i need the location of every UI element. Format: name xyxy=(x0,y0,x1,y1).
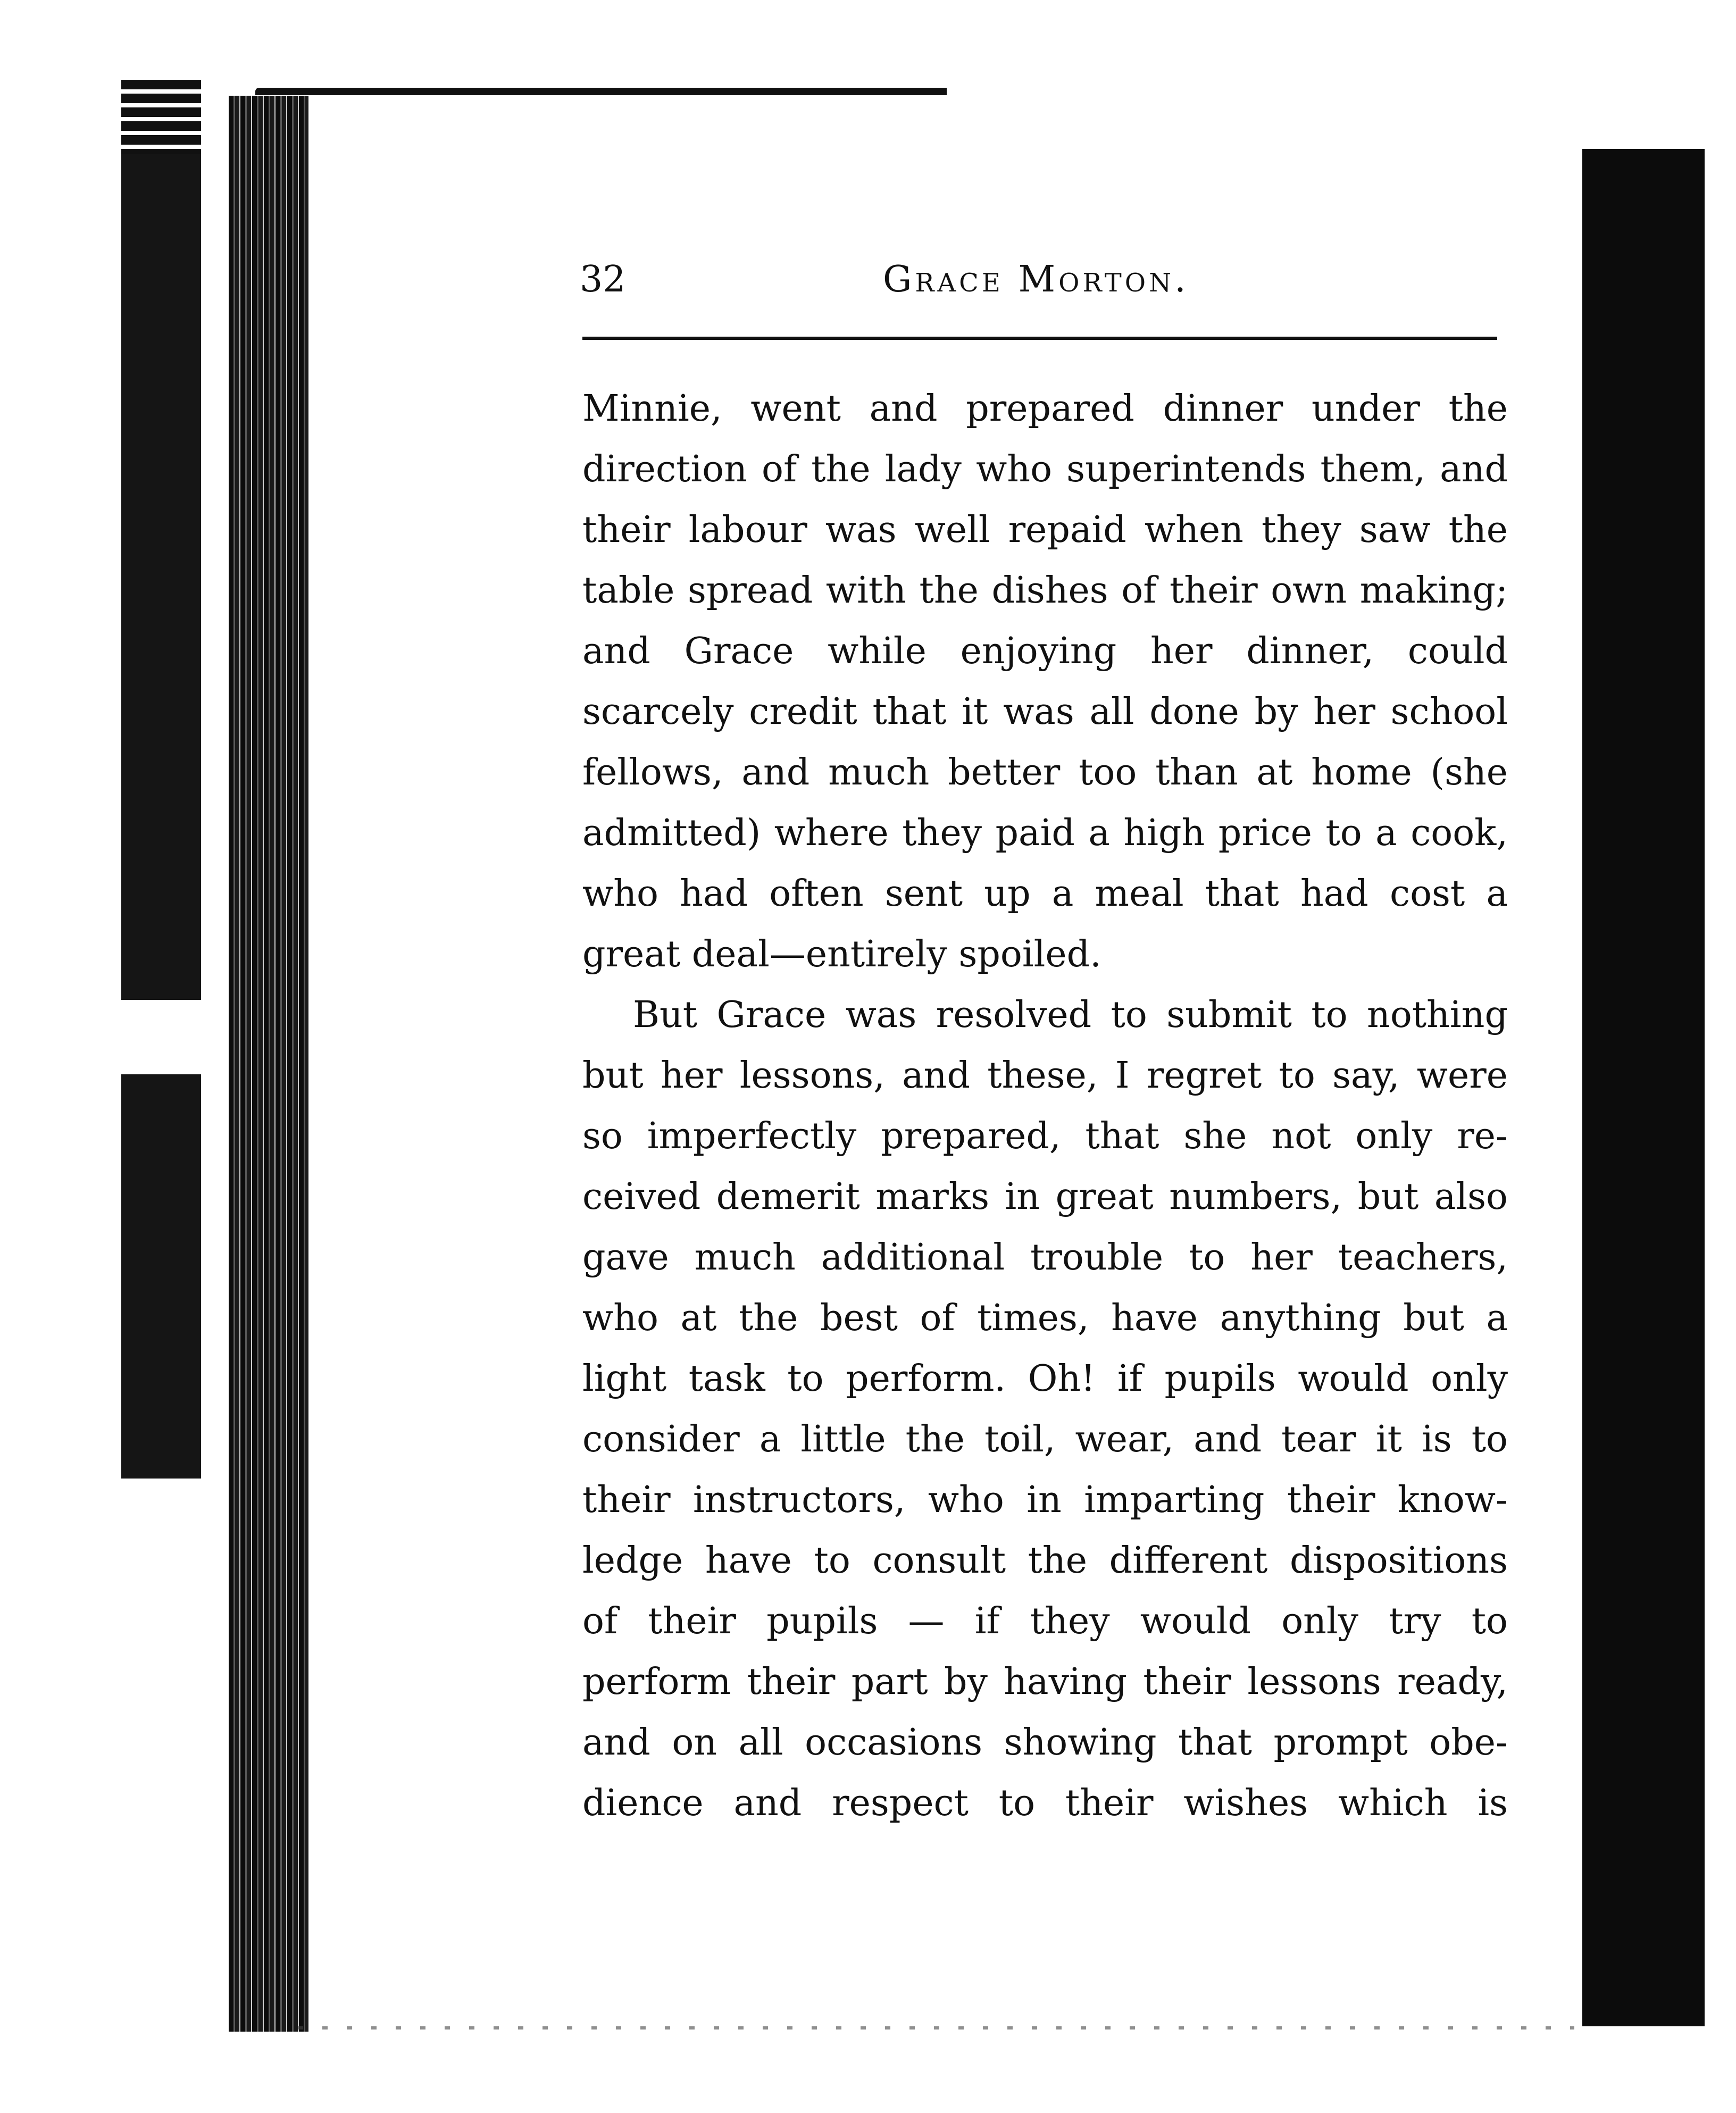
text-line: admitted) where they paid a high price to a cook, xyxy=(582,812,1508,854)
text-line: dience and respect to their wishes which is xyxy=(582,1782,1508,1824)
text-line: their labour was well repaid when they saw the xyxy=(582,509,1508,551)
text-line: of their pupils — if they would only try to xyxy=(582,1600,1508,1642)
text-line: consider a little the toil, wear, and tear it is to xyxy=(582,1418,1508,1460)
book-spine xyxy=(229,96,308,2032)
text-line: who had often sent up a meal that had cost a xyxy=(582,873,1508,915)
running-title: Grace Morton. xyxy=(883,258,1189,300)
left-book-edge xyxy=(121,80,201,1479)
text-line: so imperfectly prepared, that she not only re- xyxy=(582,1115,1508,1157)
text-line: and on all occasions showing that prompt obe- xyxy=(582,1722,1508,1764)
text-line: gave much additional trouble to her teachers, xyxy=(582,1237,1508,1279)
page-header xyxy=(580,250,1505,314)
right-book-edge xyxy=(1582,149,1705,2026)
left-edge-gap xyxy=(121,1000,201,1074)
text-line: but her lessons, and these, I regret to say, were xyxy=(582,1055,1508,1097)
text-line: Minnie, went and prepared dinner under the xyxy=(582,388,1508,430)
left-edge-top-bands xyxy=(121,80,201,154)
bottom-scan-noise xyxy=(298,2026,1574,2030)
text-line: their instructors, who in imparting their know- xyxy=(582,1479,1508,1521)
text-line: and Grace while enjoying her dinner, could xyxy=(582,630,1508,672)
text-line: perform their part by having their lessons ready, xyxy=(582,1661,1508,1703)
text-line: who at the best of times, have anything but a xyxy=(582,1297,1508,1339)
text-line: fellows, and much better too than at home (she xyxy=(582,751,1508,794)
page-top-edge xyxy=(255,88,947,95)
text-line: great deal—entirely spoiled. xyxy=(582,933,1101,975)
text-line: table spread with the dishes of their own making; xyxy=(582,570,1508,612)
text-line: scarcely credit that it was all done by her school xyxy=(582,691,1508,733)
text-line: light task to perform. Oh! if pupils would only xyxy=(582,1358,1508,1400)
text-line: direction of the lady who superintends them, and xyxy=(582,448,1508,490)
text-line: ceived demerit marks in great numbers, but also xyxy=(582,1176,1508,1218)
page-number: 32 xyxy=(580,258,626,300)
text-line: But Grace was resolved to submit to nothing xyxy=(633,994,1508,1036)
header-rule xyxy=(582,337,1497,340)
body-text xyxy=(582,379,1508,1834)
text-line: ledge have to consult the different dispositions xyxy=(582,1540,1508,1582)
